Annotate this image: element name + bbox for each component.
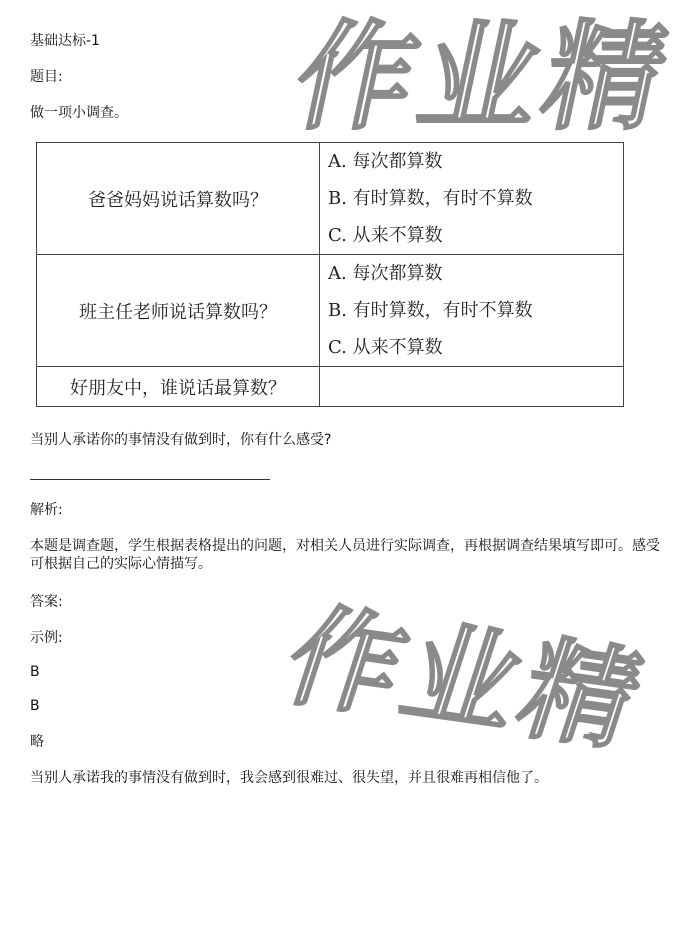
option-item: A. 每次都算数: [328, 151, 443, 172]
watermark-bottom: 作业精: [270, 592, 662, 768]
survey-options: [320, 143, 624, 255]
question-intro: 做一项小调查。: [30, 105, 128, 121]
table-row: [37, 143, 624, 255]
section-title: 基础达标-1: [30, 33, 100, 49]
watermark-top: 作业精: [283, 8, 685, 146]
table-row: [37, 255, 624, 367]
option-item: C. 从来不算数: [328, 337, 443, 358]
answer-blank-cell: [320, 367, 624, 407]
table-row: [37, 367, 624, 407]
option-item: A. 每次都算数: [328, 263, 443, 284]
answer-item: 略: [30, 734, 44, 750]
answer-feeling: 当别人承诺我的事情没有做到时，我会感到很难过、很失望，并且很难再相信他了。: [30, 770, 548, 786]
option-item: C. 从来不算数: [328, 225, 443, 246]
followup-question: 当别人承诺你的事情没有做到时，你有什么感受?: [30, 432, 332, 448]
question-label: 题目:: [30, 69, 63, 85]
answer-item: B: [30, 698, 40, 714]
analysis-text: 本题是调查题，学生根据表格提出的问题，对相关人员进行实际调查，再根据调查结果填写即可。感受可根据自己的实际心情描写。: [30, 538, 660, 572]
answer-label: 答案:: [30, 594, 63, 610]
answer-blank-line: [30, 479, 270, 480]
survey-question: 好朋友中，谁说话最算数？: [37, 367, 320, 407]
survey-question: 爸爸妈妈说话算数吗？: [37, 143, 320, 255]
option-item: B. 有时算数，有时不算数: [328, 300, 533, 321]
survey-table: [36, 142, 624, 407]
answer-item: B: [30, 664, 40, 680]
survey-question: 班主任老师说话算数吗？: [37, 255, 320, 367]
option-item: B. 有时算数，有时不算数: [328, 188, 533, 209]
analysis-label: 解析:: [30, 502, 63, 518]
survey-options: [320, 255, 624, 367]
example-label: 示例:: [30, 630, 63, 646]
